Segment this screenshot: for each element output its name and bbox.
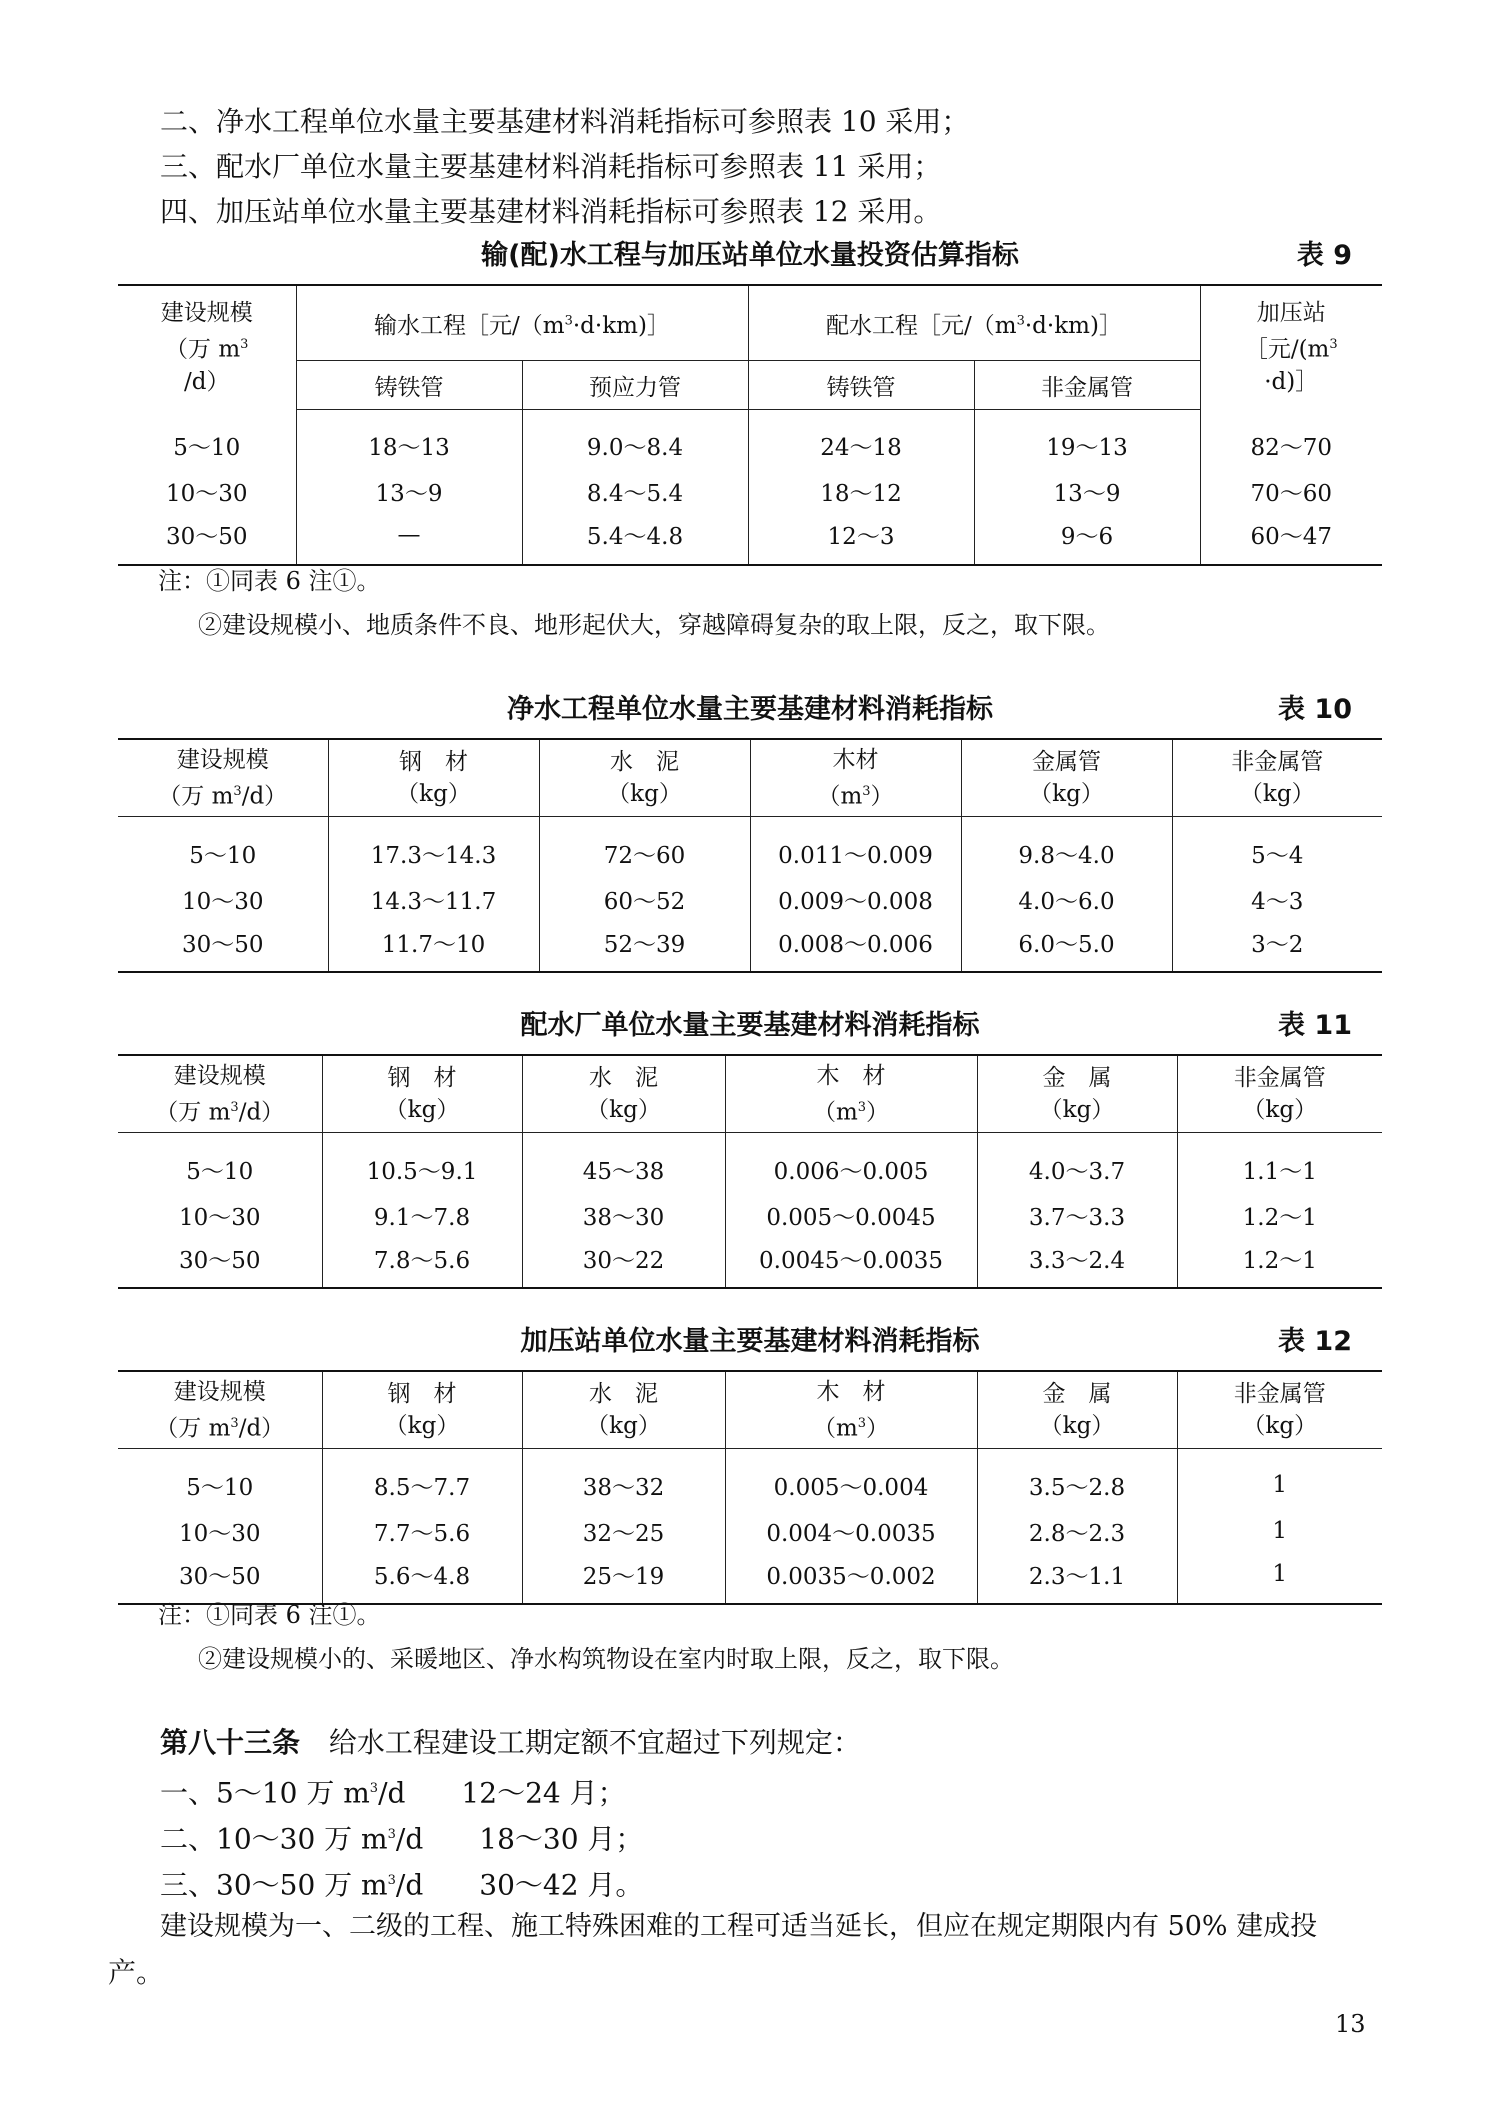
table9-header-booster-l2 — [1201, 329, 1383, 366]
table10-cell: 9.8～4.0 — [961, 817, 1172, 880]
table9-header-scale-l2-text: （万 m — [165, 337, 241, 364]
table12-header-scale-l2-tail: /d） — [238, 1415, 285, 1442]
table11-header-scale-l2-text: （万 m — [155, 1099, 231, 1126]
table9-cell: 9～6 — [974, 512, 1200, 565]
table12-cell: 7.7～5.6 — [322, 1511, 522, 1551]
table9-header-transmission-text: 输水工程［元/（m — [374, 312, 565, 339]
table10-cell: 3～2 — [1172, 919, 1382, 972]
table11-cell: 0.006～0.005 — [725, 1133, 977, 1196]
table10-cell: 6.0～5.0 — [961, 919, 1172, 972]
table10-cell: 0.009～0.008 — [750, 879, 961, 919]
article83-text: 给水工程建设工期定额不宜超过下列规定： — [328, 1726, 861, 1759]
table10-cell: 0.011～0.009 — [750, 817, 961, 880]
table11-header-nonmetal-pipe — [1177, 1055, 1382, 1133]
table10-number: 表 10 — [1278, 694, 1352, 725]
table12-cell: 38～32 — [522, 1449, 725, 1512]
table12-cell: 25～19 — [522, 1551, 725, 1604]
table9-cell: 5.4～4.8 — [522, 512, 748, 565]
table10-header-cement-l1: 水 泥 — [610, 749, 679, 775]
table11-cell: 0.005～0.0045 — [725, 1195, 977, 1235]
table11-cell: 3.3～2.4 — [977, 1235, 1177, 1288]
table9-cell: 12～3 — [748, 512, 974, 565]
table12-cell: 1 — [1177, 1551, 1382, 1604]
table11-header-steel-l2: （kg） — [384, 1097, 460, 1123]
table10 — [118, 738, 1382, 973]
table9-header-transmission — [296, 285, 748, 361]
table10-header-steel-l1: 钢 材 — [399, 749, 468, 775]
table-row — [118, 919, 1382, 972]
table10-header-scale-l2 — [118, 776, 328, 813]
table11-header-timber-l2-tail: ） — [866, 1099, 890, 1126]
table12-header-steel-l1: 钢 材 — [387, 1381, 457, 1407]
table-row — [118, 1551, 1382, 1604]
table10-header-timber — [750, 739, 961, 817]
table12-header-cement-l1: 水 泥 — [589, 1381, 658, 1407]
table12-number: 表 12 — [1278, 1326, 1352, 1357]
table12-header-scale-l2-text: （万 m — [155, 1415, 231, 1442]
table12-caption — [118, 1322, 1382, 1362]
table11-header-timber-l1: 木 材 — [816, 1062, 886, 1089]
table9-header-castiron-1: 铸铁管 — [296, 361, 522, 410]
table12-cell: 2.8～2.3 — [977, 1511, 1177, 1551]
table9-note-2: ②建设规模小、地质条件不良、地形起伏大，穿越障碍复杂的取上限，反之，取下限。 — [198, 611, 1110, 639]
table9-title: 输(配)水工程与加压站单位水量投资估算指标 — [481, 240, 1019, 271]
table11-header-scale-l1: 建设规模 — [173, 1062, 266, 1089]
table9-header-scale-l2 — [118, 329, 296, 366]
table12-cell: 8.5～7.7 — [322, 1449, 522, 1512]
table12-header-scale — [118, 1371, 322, 1449]
table-row — [118, 1195, 1382, 1235]
table9-header-distribution-tail: ·d·km)］ — [1024, 312, 1122, 339]
table10-header-steel-l2: （kg） — [396, 781, 471, 807]
table9-cell: 10～30 — [118, 472, 296, 512]
table12-header-timber-l2 — [726, 1408, 977, 1445]
table11-cell: 30～50 — [118, 1235, 322, 1288]
table10-header-nonmetal-pipe — [1172, 739, 1382, 817]
table9-cell: 8.4～5.4 — [522, 472, 748, 512]
table12-header-nonmetal-pipe-l1: 非金属管 — [1233, 1381, 1326, 1407]
table11-header-cement — [522, 1055, 725, 1133]
table12-header-timber — [725, 1371, 977, 1449]
table10-title: 净水工程单位水量主要基建材料消耗指标 — [507, 694, 993, 725]
table10-header-metal-pipe — [961, 739, 1172, 817]
table-row — [118, 472, 1382, 512]
page-number: 13 — [1335, 2010, 1366, 2038]
table12-cell: 10～30 — [118, 1511, 322, 1551]
table11-header-timber-l2 — [726, 1092, 977, 1129]
table11-cell: 10～30 — [118, 1195, 322, 1235]
table10-cell: 72～60 — [539, 817, 750, 880]
table12-header-nonmetal-pipe-l2: （kg） — [1242, 1413, 1318, 1439]
table9-note-1: 注：①同表 6 注①。 — [158, 567, 381, 595]
table11-cell: 7.8～5.6 — [322, 1235, 522, 1288]
table9-header-scale-l1: 建设规模 — [160, 300, 253, 327]
sup-3: 3 — [240, 337, 249, 353]
table12-cell: 5～10 — [118, 1449, 322, 1512]
table11-cell: 1.1～1 — [1177, 1133, 1382, 1196]
table9-cell: 30～50 — [118, 512, 296, 565]
table9-header-distribution — [748, 285, 1200, 361]
table10-header-timber-l1: 木材 — [832, 746, 879, 773]
article83-label: 第八十三条 — [160, 1726, 301, 1759]
table10-cell: 17.3～14.3 — [328, 817, 539, 880]
table11-cell: 4.0～3.7 — [977, 1133, 1177, 1196]
table9-header-nonmetal: 非金属管 — [974, 361, 1200, 410]
article83-item-1-b: /d 12～24 月； — [378, 1776, 626, 1810]
table12-header-steel-l2: （kg） — [384, 1413, 460, 1439]
table9-header-booster — [1200, 285, 1382, 410]
table11-header-scale-l2-tail: /d） — [238, 1099, 285, 1126]
table-row — [118, 1133, 1382, 1196]
article83-item-3-a: 三、30～50 万 m — [160, 1868, 388, 1902]
table10-cell: 52～39 — [539, 919, 750, 972]
table11-cell: 9.1～7.8 — [322, 1195, 522, 1235]
table-row — [118, 1449, 1382, 1512]
table12-header-cement-l2: （kg） — [586, 1413, 661, 1439]
table12-header-cement — [522, 1371, 725, 1449]
table11-cell: 38～30 — [522, 1195, 725, 1235]
table10-header-metal-pipe-l1: 金属管 — [1032, 749, 1101, 775]
sup-3: 3 — [857, 1099, 867, 1115]
table9-header-prestressed: 预应力管 — [522, 361, 748, 410]
table10-header-scale-l1: 建设规模 — [176, 746, 269, 773]
table11-header-scale — [118, 1055, 322, 1133]
sup-3: 3 — [387, 1827, 396, 1842]
table10-cell: 14.3～11.7 — [328, 879, 539, 919]
table10-header-scale-l2-tail: /d） — [241, 783, 288, 810]
article83-closing-1: 建设规模为一、二级的工程、施工特殊困难的工程可适当延长，但应在规定期限内有 50% 建成投 — [160, 1911, 1318, 1942]
table9-cell: 19～13 — [974, 410, 1200, 472]
article83-closing-2: 产。 — [108, 1956, 165, 1989]
table9-cell: 13～9 — [974, 472, 1200, 512]
table10-header-cement — [539, 739, 750, 817]
table10-cell: 4.0～6.0 — [961, 879, 1172, 919]
table12-cell: 0.0035～0.002 — [725, 1551, 977, 1604]
table-row — [118, 817, 1382, 880]
table12-header-metal-l2: （kg） — [1039, 1413, 1115, 1439]
table11-header-nonmetal-pipe-l2: （kg） — [1242, 1097, 1318, 1123]
table11-header-timber-l2-text: （m — [812, 1099, 858, 1126]
table10-cell: 4～3 — [1172, 879, 1382, 919]
sup-3: 3 — [857, 1415, 867, 1431]
table12-header-metal-l1: 金 属 — [1042, 1381, 1112, 1407]
table9-header-scale-l3: /d） — [184, 369, 230, 396]
table12-header-nonmetal-pipe — [1177, 1371, 1382, 1449]
table9-caption — [118, 236, 1382, 276]
table10-header-timber-l2-text: （m — [817, 783, 863, 810]
table-row — [118, 1511, 1382, 1551]
table11-header-scale-l2 — [118, 1092, 322, 1129]
table11-cell: 1.2～1 — [1177, 1235, 1382, 1288]
table-row — [118, 410, 1382, 472]
table11-header-steel — [322, 1055, 522, 1133]
table11-header-steel-l1: 钢 材 — [387, 1065, 457, 1091]
table9-cell: 9.0～8.4 — [522, 410, 748, 472]
article83-item-2 — [160, 1818, 643, 1856]
table10-header-metal-pipe-l2: （kg） — [1029, 781, 1104, 807]
table9-cell: 24～18 — [748, 410, 974, 472]
intro-line-3: 三、配水厂单位水量主要基建材料消耗指标可参照表 11 采用； — [160, 150, 942, 183]
sup-3: 3 — [1016, 312, 1025, 328]
sup-3: 3 — [862, 783, 871, 799]
table9-header-scale — [118, 285, 296, 410]
table10-cell: 5～10 — [118, 817, 328, 880]
table9-header-transmission-tail: ·d·km)］ — [572, 312, 670, 339]
sup-3: 3 — [1329, 337, 1338, 353]
table10-cell: 0.008～0.006 — [750, 919, 961, 972]
table11-header-metal — [977, 1055, 1177, 1133]
table12-note-1: 注：①同表 6 注①。 — [158, 1601, 381, 1629]
sup-3: 3 — [230, 1415, 239, 1431]
table9-number: 表 9 — [1296, 240, 1352, 271]
table11-cell: 45～38 — [522, 1133, 725, 1196]
table11-title: 配水厂单位水量主要基建材料消耗指标 — [520, 1010, 980, 1041]
table10-header-scale-l2-text: （万 m — [158, 783, 234, 810]
table12-header-timber-l2-tail: ） — [866, 1415, 890, 1442]
table11-header-metal-l1: 金 属 — [1042, 1065, 1112, 1091]
article83-item-2-b: /d 18～30 月； — [395, 1822, 644, 1856]
table12-header-steel — [322, 1371, 522, 1449]
table12-cell: 30～50 — [118, 1551, 322, 1604]
table9-header-booster-l2-text: ［元/(m — [1244, 337, 1330, 364]
sup-3: 3 — [387, 1873, 396, 1888]
table10-header-timber-l2-tail: ） — [870, 783, 894, 810]
table9-cell: 18～12 — [748, 472, 974, 512]
table-row — [118, 1235, 1382, 1288]
article83-heading — [160, 1726, 861, 1760]
table12-header-timber-l2-text: （m — [812, 1415, 858, 1442]
table12-header-scale-l1: 建设规模 — [173, 1378, 266, 1405]
table10-header-nonmetal-pipe-l2: （kg） — [1239, 781, 1315, 807]
table12-cell: 3.5～2.8 — [977, 1449, 1177, 1512]
table12-cell: 1 — [1177, 1511, 1382, 1551]
article83-item-1 — [160, 1772, 626, 1810]
table10-caption — [118, 690, 1382, 730]
table11-header-timber — [725, 1055, 977, 1133]
table9-header-booster-l1: 加压站 — [1256, 300, 1326, 327]
table12 — [118, 1370, 1382, 1605]
table10-cell: 60～52 — [539, 879, 750, 919]
table11-header-metal-l2: （kg） — [1039, 1097, 1115, 1123]
table11-cell: 3.7～3.3 — [977, 1195, 1177, 1235]
article83-item-3 — [160, 1864, 643, 1902]
table9-cell: 60～47 — [1200, 512, 1382, 565]
table11-number: 表 11 — [1278, 1010, 1352, 1041]
table10-cell: 11.7～10 — [328, 919, 539, 972]
table12-header-timber-l1: 木 材 — [816, 1378, 886, 1405]
table12-header-scale-l2 — [118, 1408, 322, 1445]
table10-header-steel — [328, 739, 539, 817]
table10-cell: 30～50 — [118, 919, 328, 972]
table-row — [118, 512, 1382, 565]
article83-item-1-a: 一、5～10 万 m — [160, 1776, 370, 1810]
table12-cell: 32～25 — [522, 1511, 725, 1551]
table11-header-cement-l1: 水 泥 — [589, 1065, 658, 1091]
table9-cell: 82～70 — [1200, 410, 1382, 472]
table10-cell: 5～4 — [1172, 817, 1382, 880]
table12-cell: 0.004～0.0035 — [725, 1511, 977, 1551]
table11 — [118, 1054, 1382, 1289]
table12-note-2: ②建设规模小的、采暖地区、净水构筑物设在室内时取上限，反之，取下限。 — [198, 1645, 1014, 1673]
intro-line-2: 二、净水工程单位水量主要基建材料消耗指标可参照表 10 采用； — [160, 105, 970, 138]
table9-cell: 5～10 — [118, 410, 296, 472]
table9 — [118, 284, 1382, 566]
table11-header-nonmetal-pipe-l1: 非金属管 — [1233, 1065, 1326, 1091]
table9-cell: — — [296, 512, 522, 565]
table9-cell: 70～60 — [1200, 472, 1382, 512]
table11-header-cement-l2: （kg） — [586, 1097, 661, 1123]
table10-header-timber-l2 — [751, 776, 961, 813]
table9-header-booster-l3: ·d)］ — [1264, 369, 1319, 396]
table10-cell: 10～30 — [118, 879, 328, 919]
table9-cell: 18～13 — [296, 410, 522, 472]
sup-3: 3 — [233, 783, 242, 799]
table-row — [118, 879, 1382, 919]
table11-cell: 5～10 — [118, 1133, 322, 1196]
table12-title: 加压站单位水量主要基建材料消耗指标 — [520, 1326, 980, 1357]
table9-header-distribution-text: 配水工程［元/（m — [826, 312, 1017, 339]
table10-header-scale — [118, 739, 328, 817]
table12-cell: 2.3～1.1 — [977, 1551, 1177, 1604]
table11-caption — [118, 1006, 1382, 1046]
table9-cell: 13～9 — [296, 472, 522, 512]
table12-cell: 5.6～4.8 — [322, 1551, 522, 1604]
table12-cell: 0.005～0.004 — [725, 1449, 977, 1512]
table9-header-castiron-2: 铸铁管 — [748, 361, 974, 410]
intro-line-4: 四、加压站单位水量主要基建材料消耗指标可参照表 12 采用。 — [160, 195, 942, 228]
table11-cell: 0.0045～0.0035 — [725, 1235, 977, 1288]
article83-item-3-b: /d 30～42 月。 — [395, 1868, 644, 1902]
table11-cell: 10.5～9.1 — [322, 1133, 522, 1196]
table10-header-cement-l2: （kg） — [607, 781, 682, 807]
table12-header-metal — [977, 1371, 1177, 1449]
table11-cell: 30～22 — [522, 1235, 725, 1288]
table12-cell: 1 — [1177, 1449, 1382, 1512]
sup-3: 3 — [369, 1781, 379, 1796]
sup-3: 3 — [230, 1099, 239, 1115]
table11-cell: 1.2～1 — [1177, 1195, 1382, 1235]
article83-item-2-a: 二、10～30 万 m — [160, 1822, 388, 1856]
table10-header-nonmetal-pipe-l1: 非金属管 — [1231, 749, 1324, 775]
sup-3: 3 — [564, 312, 573, 328]
